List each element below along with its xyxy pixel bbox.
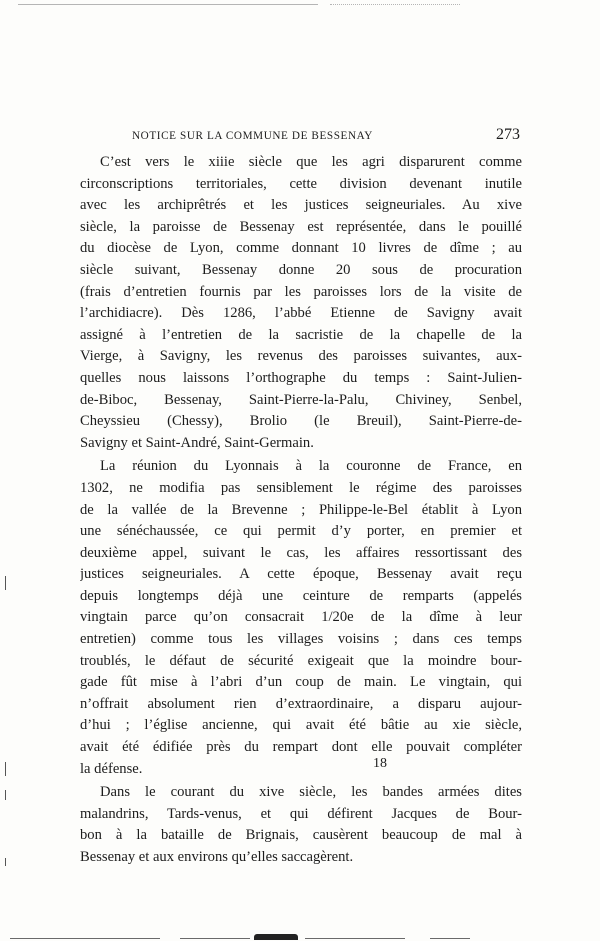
text-line: (frais d’entretien fournis par les paroisses lors de la visite de: [80, 283, 522, 300]
text-line: Cheyssieu (Chessy), Brolio (le Breuil), Saint-Pierre-de-: [80, 413, 522, 430]
text-line: justices seigneuriales. A cette époque, Bessenay avait reçu: [80, 566, 522, 583]
text-line: quelles nous laissons l’orthographe du temps : Saint-Julien-: [80, 369, 522, 386]
text-line: bon à la bataille de Brignais, causèrent beaucoup de mal à: [80, 827, 522, 844]
text-line: gade fût mise à l’abri d’un coup de main. Le vingtain, qui: [80, 674, 522, 691]
text-line: depuis longtemps déjà une ceinture de remparts (appelés: [80, 587, 522, 604]
body-text: [80, 152, 522, 869]
text-line: vingtain parce qu’on consacrait 1/20e de la dîme à leur: [80, 609, 522, 626]
signature-mark: 18: [373, 756, 387, 771]
text-line: Savigny et Saint-André, Saint-Germain.: [80, 434, 314, 451]
text-line: circonscriptions territoriales, cette division devenant inutile: [80, 175, 522, 192]
margin-scan-mark: [5, 576, 6, 590]
text-line: avec les archiprêtrés et les justices seigneuriales. Au xive: [80, 197, 522, 214]
text-line: malandrins, Tards-venus, et qui défirent Jacques de Bour-: [80, 805, 522, 822]
page-header: [80, 126, 522, 150]
text-line: siècle suivant, Bessenay donne 20 sous de procuration: [80, 261, 522, 278]
text-line: C’est vers le xiiie siècle que les agri disparurent comme: [100, 154, 522, 170]
text-line: entretien) comme tous les villages voisins ; dans ces temps: [80, 631, 522, 648]
page-number: 273: [496, 126, 520, 143]
text-line: Vierge, à Savigny, les revenus des paroisses suivantes, aux-: [80, 348, 522, 365]
margin-scan-mark: [5, 762, 6, 776]
bottom-edge-mark: [254, 934, 298, 940]
running-head: NOTICE SUR LA COMMUNE DE BESSENAY: [132, 130, 373, 142]
text-line: du diocèse de Lyon, comme donnant 10 livres de dîme ; au: [80, 240, 522, 257]
text-line: deuxième appel, suivant le cas, les affaires ressortissant des: [80, 544, 522, 561]
text-line: de la vallée de la Brevenne ; Philippe-le-Bel établit à Lyon: [80, 501, 522, 518]
margin-scan-mark: [5, 790, 6, 800]
bottom-edge-rule: [305, 938, 405, 939]
text-line: de-Biboc, Bessenay, Saint-Pierre-la-Palu, Chiviney, Senbel,: [80, 391, 522, 408]
text-line: la défense.: [80, 760, 143, 777]
text-line: Dans le courant du xive siècle, les bandes armées dites: [100, 784, 522, 801]
text-line: La réunion du Lyonnais à la couronne de France, en: [100, 458, 522, 475]
text-line: d’hui ; l’église ancienne, qui avait été bâtie au xie siècle,: [80, 717, 522, 734]
text-line: assigné à l’entretien de la sacristie de la chapelle de la: [80, 326, 522, 343]
top-edge-rule: [18, 4, 318, 5]
text-line: 1302, ne modifia pas sensiblement le régime des paroisses: [80, 479, 522, 496]
top-edge-rule: [330, 4, 460, 5]
text-line: l’archidiacre). Dès 1286, l’abbé Etienne de Savigny avait: [80, 305, 522, 322]
bottom-edge-rule: [180, 938, 250, 939]
text-line: Bessenay et aux environs qu’elles saccagèrent.: [80, 849, 354, 865]
text-line: troublés, le défaut de sécurité exigeait que la moindre bour-: [80, 652, 522, 669]
text-line: siècle, la paroisse de Bessenay est représentée, dans le pouillé: [80, 218, 522, 235]
margin-scan-mark: [5, 858, 6, 866]
text-line: une sénéchaussée, ce qui permit d’y porter, en premier et: [80, 523, 522, 540]
bottom-edge-rule: [430, 938, 470, 939]
bottom-edge-rule: [10, 938, 160, 939]
text-line: n’offrait absolument rien d’extraordinaire, a disparu aujour-: [80, 695, 522, 712]
text-line: avait été édifiée près du rempart dont elle pouvait compléter: [80, 739, 522, 756]
